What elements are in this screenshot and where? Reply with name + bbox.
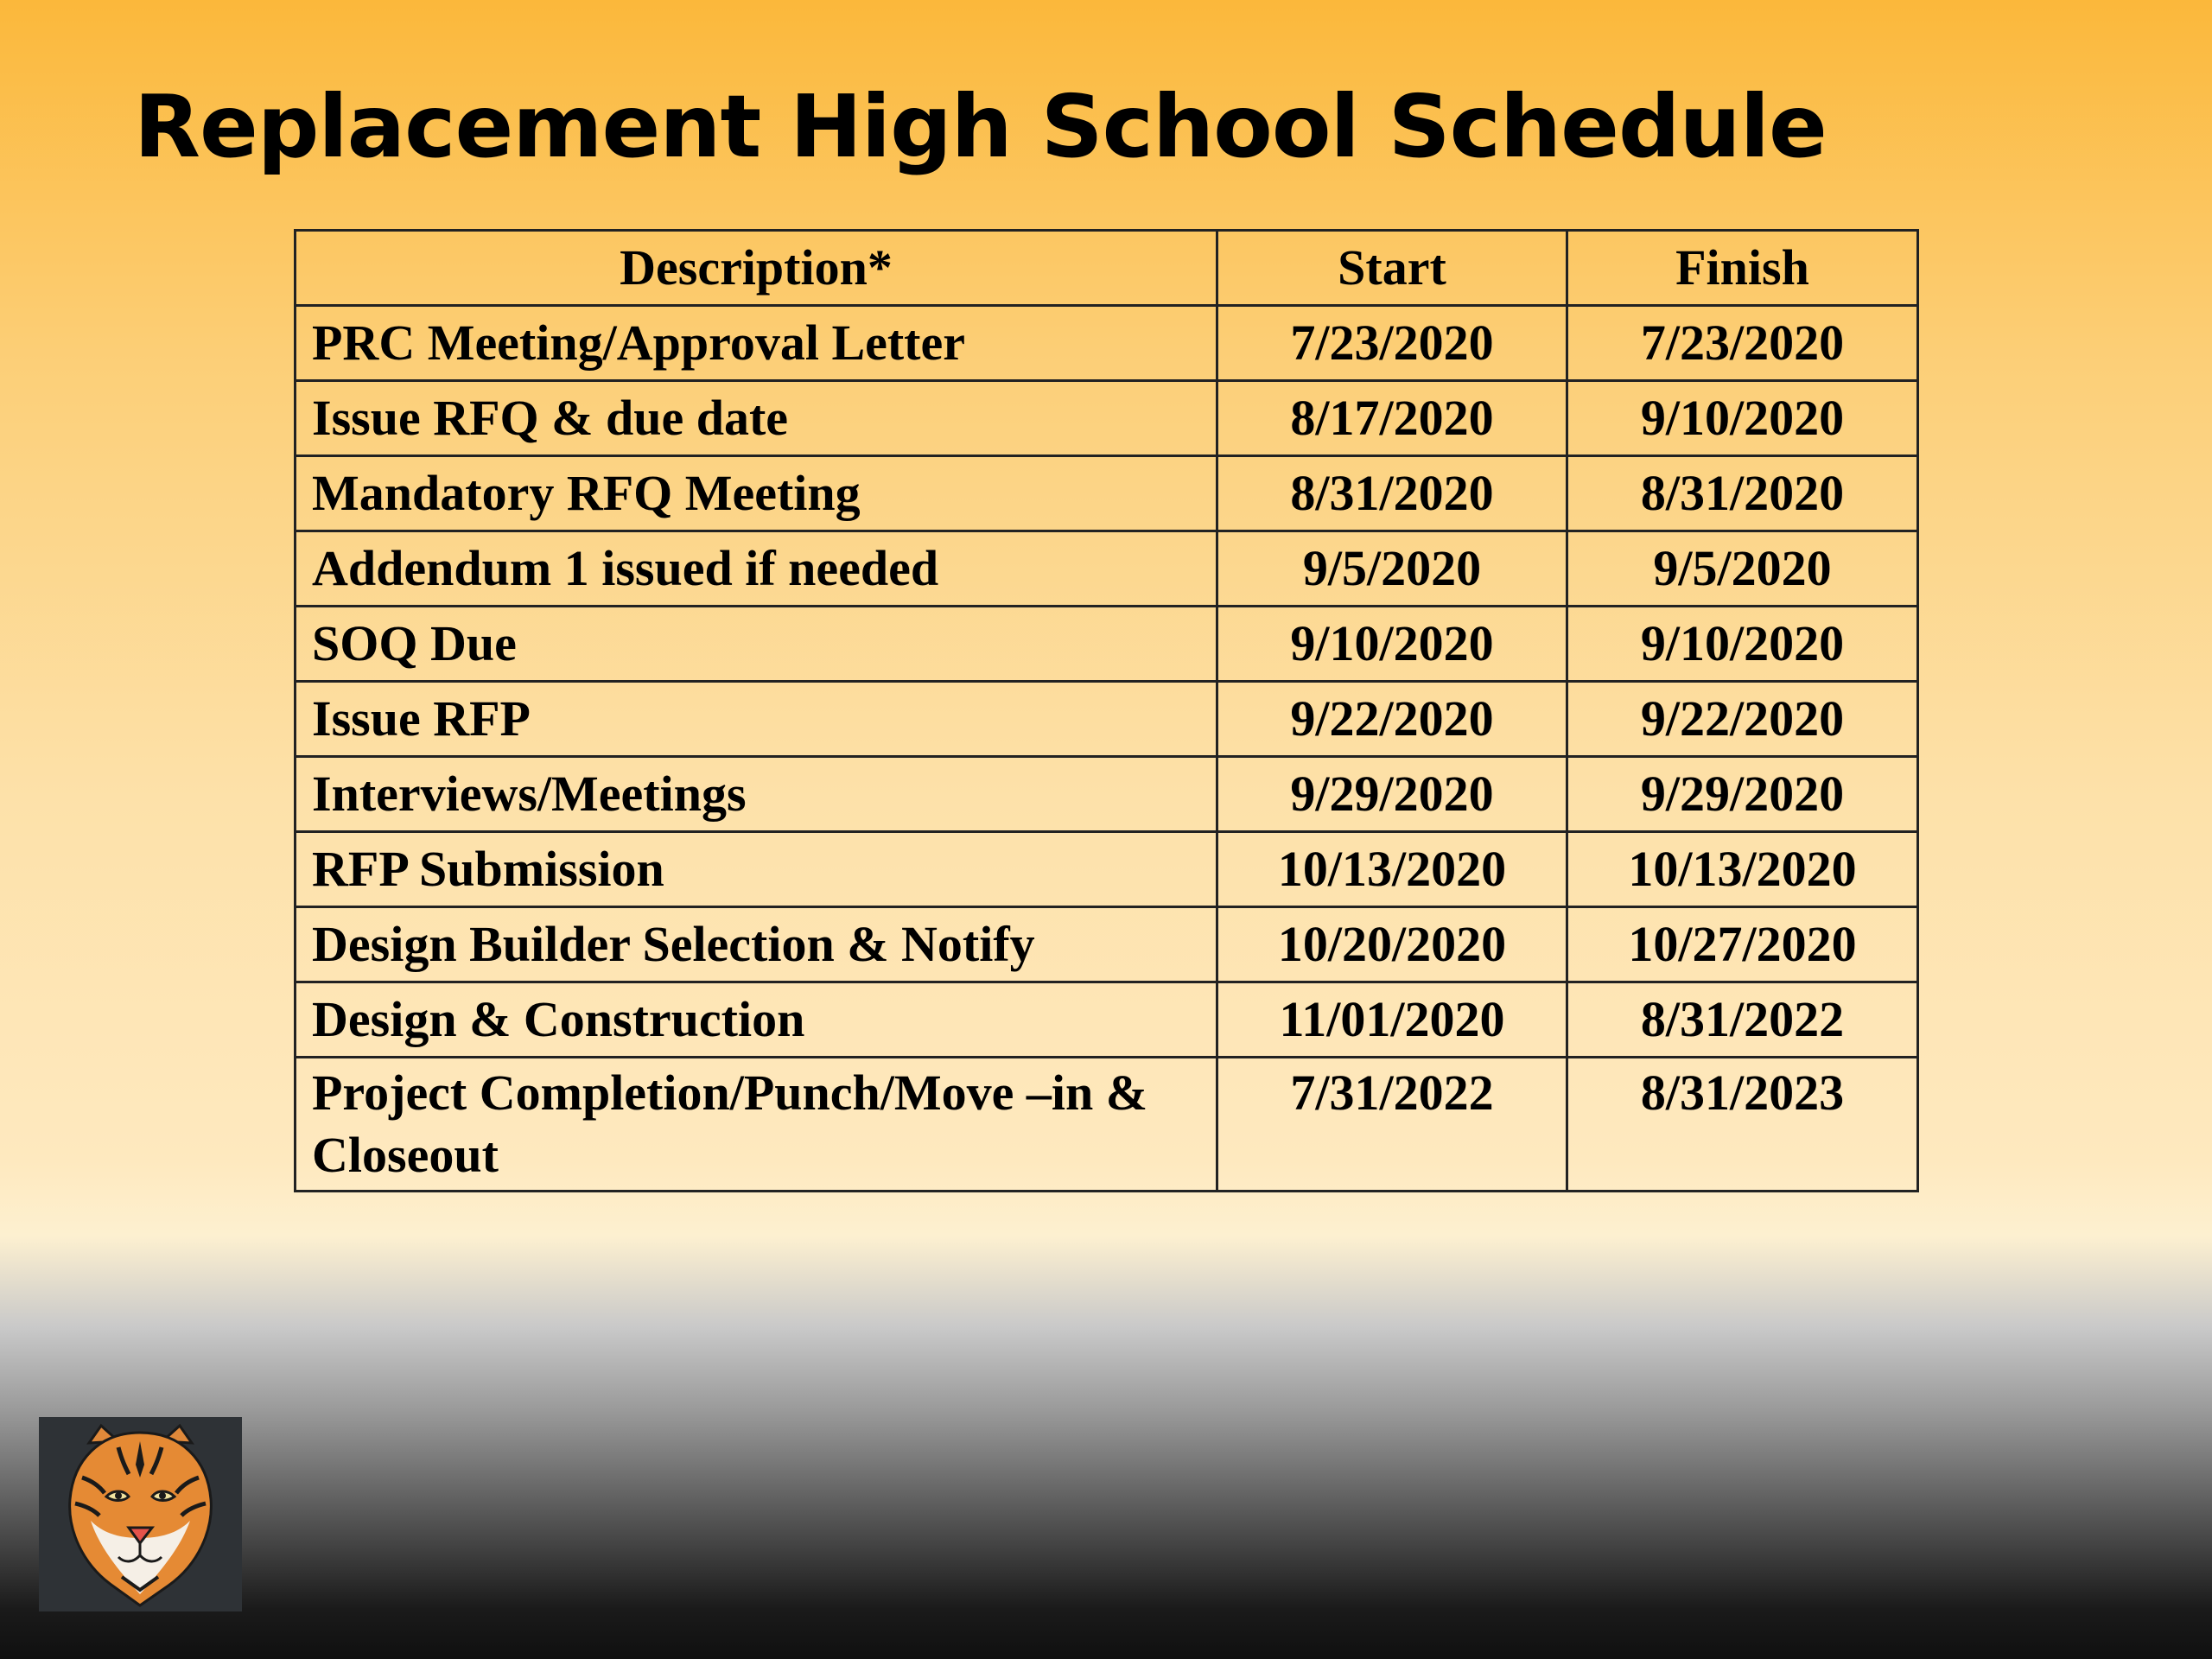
row-finish: 9/10/2020 [1567,607,1918,682]
table-row [296,381,1918,456]
row-start: 7/23/2020 [1217,306,1567,381]
table-row [296,982,1918,1058]
header-finish: Finish [1567,231,1918,306]
row-start: 8/31/2020 [1217,456,1567,531]
row-finish: 8/31/2023 [1567,1058,1918,1192]
table-row [296,456,1918,531]
row-description: RFP Submission [296,832,1217,907]
row-start: 11/01/2020 [1217,982,1567,1058]
row-description: Mandatory RFQ Meeting [296,456,1217,531]
header-start: Start [1217,231,1567,306]
row-finish: 8/31/2020 [1567,456,1918,531]
row-description: SOQ Due [296,607,1217,682]
table-row [296,306,1918,381]
table-row [296,757,1918,832]
row-finish: 9/29/2020 [1567,757,1918,832]
row-start: 10/20/2020 [1217,907,1567,982]
table-row [296,1058,1918,1192]
table-header-row [296,231,1918,306]
row-start: 8/17/2020 [1217,381,1567,456]
row-start: 9/5/2020 [1217,531,1567,607]
row-finish: 9/5/2020 [1567,531,1918,607]
row-description: Project Completion/Punch/Move –in & Closeout [296,1058,1217,1192]
table-row [296,607,1918,682]
row-finish: 8/31/2022 [1567,982,1918,1058]
row-finish: 10/27/2020 [1567,907,1918,982]
table-row [296,907,1918,982]
header-description: Description* [296,231,1217,306]
row-finish: 9/10/2020 [1567,381,1918,456]
tiger-logo [39,1417,242,1611]
row-start: 10/13/2020 [1217,832,1567,907]
row-start: 9/29/2020 [1217,757,1567,832]
row-description: Issue RFQ & due date [296,381,1217,456]
table-row [296,531,1918,607]
slide-title: Replacement High School Schedule [134,76,1827,177]
schedule-table [294,229,1919,1192]
table-row [296,832,1918,907]
row-description: Interviews/Meetings [296,757,1217,832]
row-description: Issue RFP [296,682,1217,757]
tiger-head-icon [39,1417,242,1611]
row-description: Design & Construction [296,982,1217,1058]
row-description: PRC Meeting/Approval Letter [296,306,1217,381]
row-description: Design Builder Selection & Notify [296,907,1217,982]
row-start: 7/31/2022 [1217,1058,1567,1192]
row-description: Addendum 1 issued if needed [296,531,1217,607]
table-row [296,682,1918,757]
row-start: 9/22/2020 [1217,682,1567,757]
row-finish: 10/13/2020 [1567,832,1918,907]
row-finish: 7/23/2020 [1567,306,1918,381]
row-start: 9/10/2020 [1217,607,1567,682]
row-finish: 9/22/2020 [1567,682,1918,757]
